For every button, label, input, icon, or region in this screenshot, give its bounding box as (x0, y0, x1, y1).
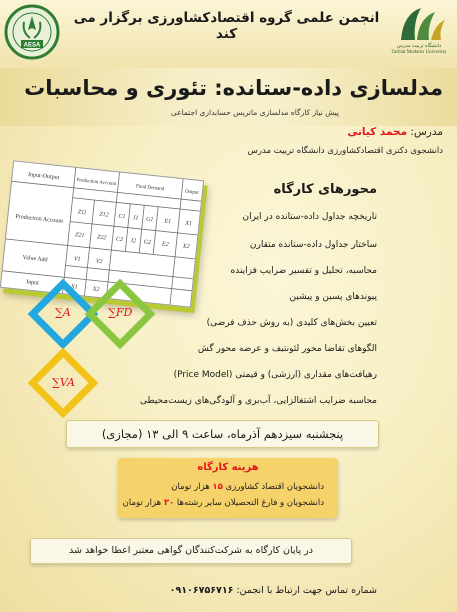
university-name-fa: دانشگاه تربیت مدرس (396, 44, 442, 49)
io-g2: G2 (143, 239, 152, 247)
fee-line-1-text: دانشجویان اقتصاد کشاورزی (222, 482, 324, 492)
contact-line (170, 585, 377, 596)
io-x2: X2 (182, 243, 190, 251)
fee-line-1 (171, 482, 324, 492)
page-title: مدلسازی داده-ستانده: تئوری و محاسبات (24, 76, 443, 100)
contact-label: شماره تماس جهت ارتباط با انجمن: (233, 585, 377, 596)
topic-item: محاسبه، تحلیل و تفسیر ضرایب فزاینده (230, 266, 377, 276)
io-final-demand: Final Demand (135, 184, 165, 193)
topic-item: پیوندهای پسین و پیشین (289, 292, 377, 302)
io-output: Output (184, 189, 199, 196)
io-i2: I2 (130, 238, 137, 245)
topics-heading: محورهای کارگاه (273, 182, 377, 197)
aesa-logo (4, 4, 60, 60)
io-z11: Z11 (77, 209, 87, 217)
topic-item: محاسبه ضرایب اشتغالزایی، آب‌بری و آلودگی‌های زیست‌محیطی (139, 396, 377, 406)
io-e2: E2 (161, 241, 169, 249)
fee-line-1-amount: ۱۵ (212, 482, 223, 492)
io-c2: C2 (115, 236, 124, 244)
io-production-account-col: Production Account (76, 178, 117, 188)
io-z12: Z12 (99, 211, 109, 219)
io-z21: Z21 (74, 232, 85, 240)
io-c1: C1 (118, 213, 126, 221)
aesa-logo-text: AESA (23, 42, 41, 49)
page-subtitle: پیش نیاز کارگاه مدلسازی ماتریس حسابداری اجتماعی (170, 108, 339, 117)
io-z22: Z22 (96, 234, 107, 242)
association-heading: انجمن علمی گروه اقتصادکشاورزی برگزار می کند (73, 10, 380, 42)
sum-fd-symbol: ∑FD (108, 306, 133, 319)
io-table-image (0, 160, 204, 307)
teacher-name: محمد کیانی (347, 126, 408, 138)
teacher-label: مدرس: (407, 126, 443, 138)
teacher-line (347, 126, 443, 138)
teacher-description: دانشجوی دکتری اقتصادکشاورزی دانشگاه تربیت مدرس (247, 146, 443, 156)
fee-box (118, 458, 338, 518)
topic-item: تعیین بخش‌های کلیدی (به روش حذف فرضی) (206, 318, 377, 328)
contact-phone: ۰۹۱۰۶۷۵۶۷۱۶ (169, 585, 234, 596)
topic-item: ساختار جداول داده-ستانده متقارن (249, 240, 377, 250)
io-production-account-row: Production Account (15, 213, 64, 225)
sum-va-symbol: ∑VA (52, 376, 75, 389)
certificate-box: در پایان کارگاه به شرکت‌کنندگان گواهی معتبر اعطا خواهد شد (30, 538, 352, 564)
io-v2: V2 (95, 258, 103, 266)
fee-line-1-unit: هزار تومان (171, 482, 213, 492)
io-e1: E1 (164, 218, 172, 226)
io-corner-label: Input-Output (27, 171, 60, 182)
fee-line-2-amount: ۳۰ (163, 498, 175, 508)
topic-item: رهیافت‌های مقداری (ارزشی) و قیمتی (Price Model) (173, 370, 377, 380)
sum-a-symbol: ∑A (55, 306, 71, 319)
university-name (389, 44, 449, 56)
io-v1: V1 (73, 256, 81, 263)
university-name-en: Tarbiat Modares University (391, 50, 447, 55)
io-input-x1: X1 (70, 284, 78, 291)
fee-line-2-unit: هزار تومان (122, 498, 164, 508)
io-x1: X1 (184, 220, 193, 228)
topic-item: الگوهای تقاضا محور لئونتیف و عرضه محور گش (197, 344, 377, 354)
fee-heading: هزینه کارگاه (197, 462, 259, 473)
io-input-x2: X2 (92, 286, 100, 294)
io-g1: G1 (145, 216, 154, 224)
io-value-add: Value Add (22, 254, 48, 264)
topic-item: تاریخچه جداول داده-ستانده در ایران (242, 212, 377, 222)
io-input: Input (25, 279, 40, 287)
date-time-box: پنجشنبه سیزدهم آذرماه، ساعت ۹ الی ۱۳ (مجازی) (66, 420, 379, 448)
fee-line-2-text: دانشجویان و فارغ التحصیلان سایر رشته‌ها (174, 498, 324, 508)
io-i1: I1 (133, 215, 139, 222)
fee-line-2 (123, 498, 324, 508)
